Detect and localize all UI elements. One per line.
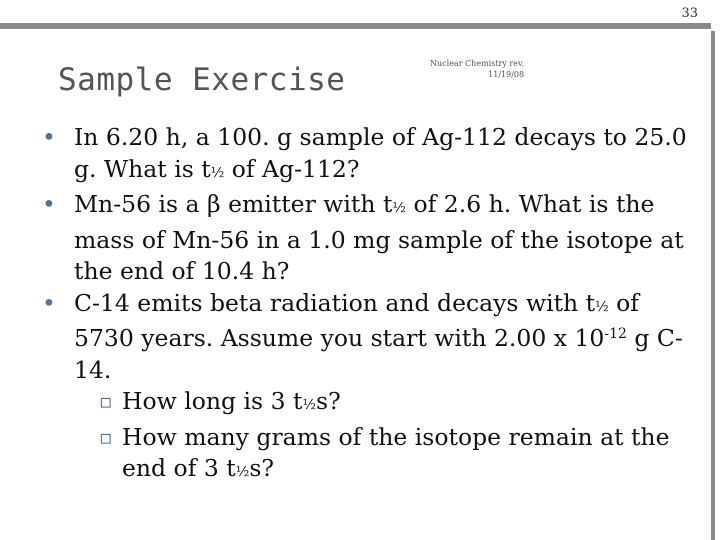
bullet-marker: • <box>42 288 56 317</box>
bullet-marker: • <box>42 123 56 151</box>
subbullet-2-text-a: How many grams of the isotope remain at the end of 3 t <box>122 422 670 482</box>
sub-bullet-marker: ▫ <box>99 389 113 413</box>
half-subscript: ½ <box>392 200 406 216</box>
footer-line-2: 11/19/08 <box>488 70 525 79</box>
exponent: -12 <box>604 326 627 342</box>
half-subscript: ½ <box>595 298 609 315</box>
bullet-2 <box>42 189 692 288</box>
bullet-marker: • <box>42 190 56 218</box>
bullet-3 <box>42 288 692 387</box>
half-subscript: ½ <box>235 464 250 480</box>
footer-note <box>430 58 524 80</box>
footer-line-1: Nuclear Chemistry rev. <box>430 59 525 68</box>
half-subscript: ½ <box>210 164 225 181</box>
bullet-3-text-a: C-14 emits beta radiation and decays with t <box>74 288 596 317</box>
slide-body <box>42 122 692 489</box>
bullet-2-text-a: Mn-56 is a β emitter with t <box>74 190 393 218</box>
half-subscript: ½ <box>302 397 317 413</box>
bullet-1-text-a: In 6.20 h, a 100. g sample of Ag-112 decays to 25.0 g. What is t <box>74 123 687 183</box>
bullet-1-text-b: of Ag-112? <box>224 154 360 183</box>
page-number: 33 <box>681 6 698 21</box>
top-rule <box>0 23 711 29</box>
bullet-3-text-b: of 5730 years. Assume you start with 2.00 x 10 <box>74 288 639 352</box>
bullet-3-text-c: g C-14. <box>74 324 683 384</box>
sub-bullet-marker: ▫ <box>99 424 113 449</box>
bullet-1 <box>42 122 692 189</box>
subbullet-1-text-a: How long is 3 t <box>122 387 303 415</box>
subbullet-1 <box>42 386 692 422</box>
subbullet-2-text-b: s? <box>249 454 274 482</box>
subbullet-1-text-b: s? <box>316 387 341 415</box>
slide-title: Sample Exercise <box>58 62 346 98</box>
bullet-2-text-b: of 2.6 h. What is the mass of Mn-56 in a 1.0 mg sample of the isotope at the end of 10.4 h? <box>74 190 684 285</box>
subbullet-2 <box>42 422 692 489</box>
right-rule <box>711 31 715 540</box>
